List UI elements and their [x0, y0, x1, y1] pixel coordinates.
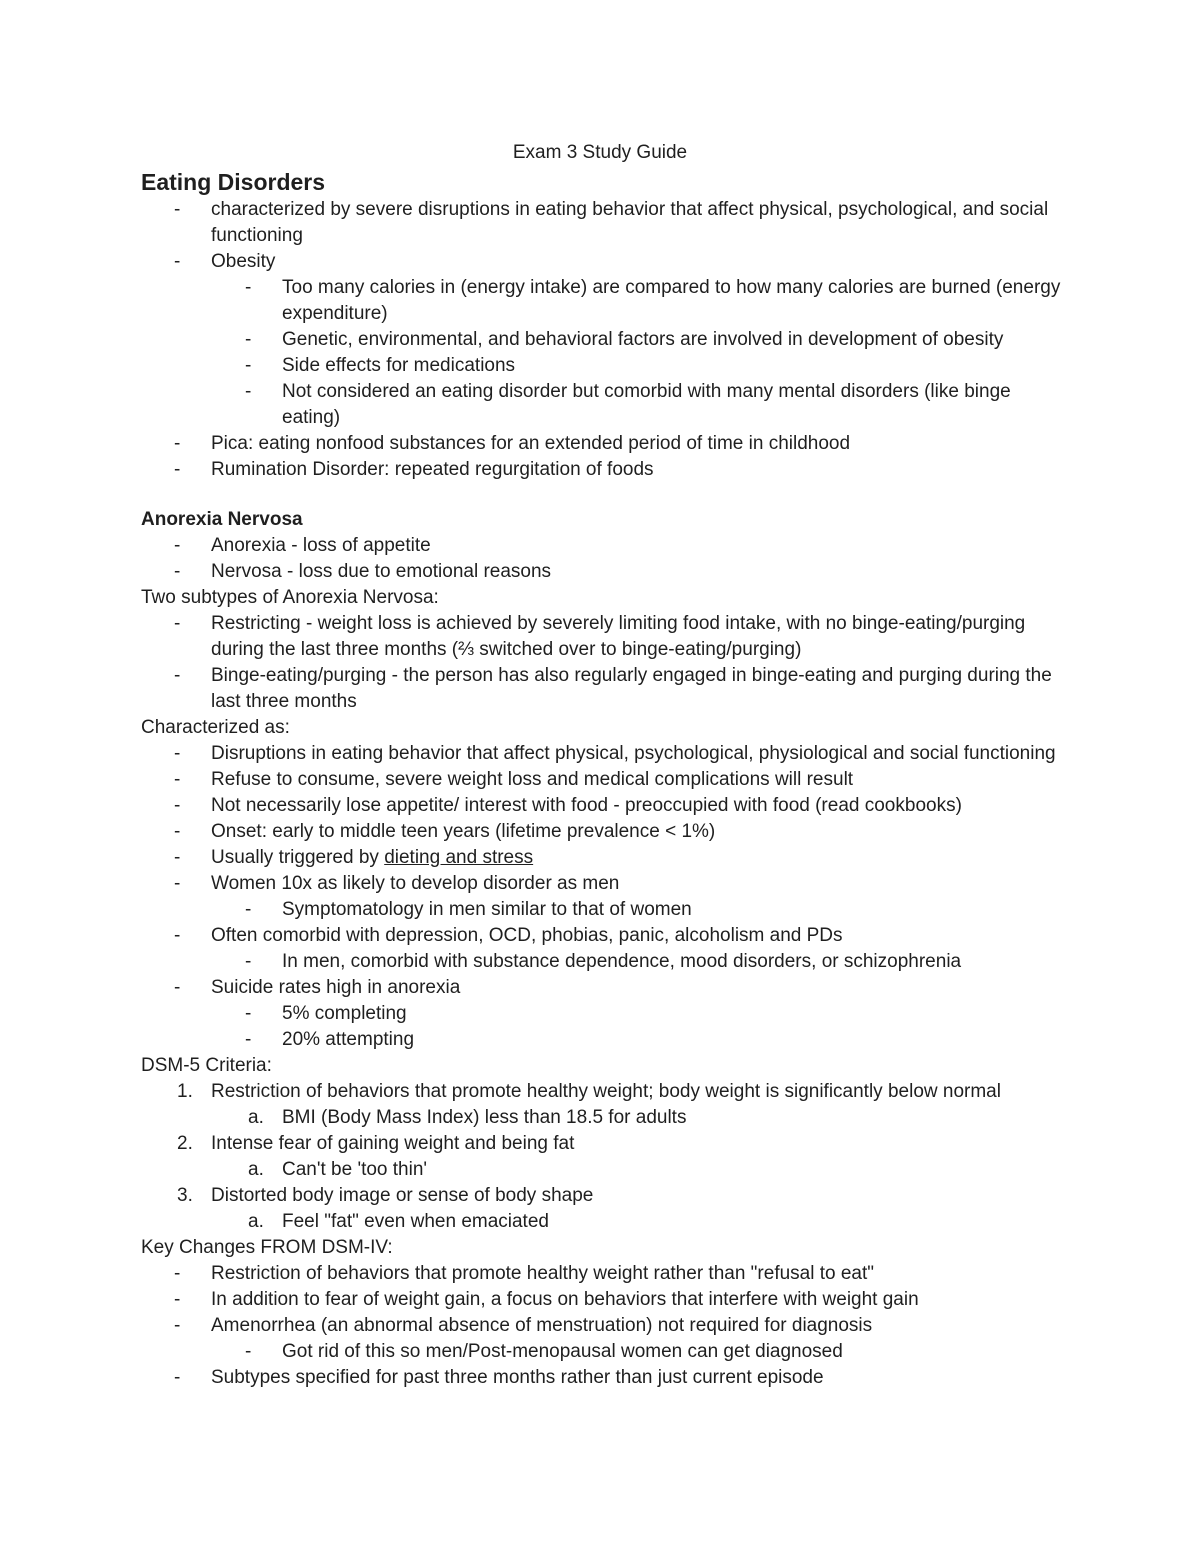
list-item — [141, 197, 1061, 249]
list-item-text: Pica: eating nonfood substances for an extended period of time in childhood — [211, 433, 851, 454]
number-marker: 2. — [177, 1133, 193, 1154]
list-item — [141, 845, 1061, 871]
dash-marker: - — [174, 459, 181, 480]
heading-eating-disorders: Eating Disorders — [141, 169, 326, 195]
list-item-text: BMI (Body Mass Index) less than 18.5 for adults — [282, 1107, 687, 1128]
list-item-text: Nervosa - loss due to emotional reasons — [211, 561, 552, 582]
underlined-text: dieting and stress — [384, 847, 534, 868]
sub-list-item — [141, 379, 1061, 431]
dash-marker: - — [174, 665, 181, 686]
dash-marker: - — [174, 795, 181, 816]
list-item-text: Not considered an eating disorder but comorbid with many mental disorders (like binge eating) — [282, 381, 1011, 428]
list-item-text: Restriction of behaviors that promote healthy weight; body weight is significantly below normal — [211, 1081, 1001, 1102]
dash-marker: - — [174, 977, 181, 998]
list-item — [141, 767, 1061, 793]
dash-marker: - — [174, 613, 181, 634]
list-item-text: Too many calories in (energy intake) are compared to how many calories are burned (energy expenditure) — [282, 277, 1061, 324]
sub-list-item — [141, 327, 1061, 353]
list-item-text: Often comorbid with depression, OCD, phobias, panic, alcoholism and PDs — [211, 925, 843, 946]
list-item-text: Onset: early to middle teen years (lifetime prevalence < 1%) — [211, 821, 716, 842]
dash-marker: - — [245, 381, 252, 402]
sub-list-item — [141, 353, 1061, 379]
dash-marker: - — [174, 251, 181, 272]
list-item — [141, 923, 1061, 949]
list-item-text: Amenorrhea (an abnormal absence of menstruation) not required for diagnosis — [211, 1315, 873, 1336]
list-item-text: Can't be 'too thin' — [282, 1159, 428, 1180]
sub-list-item — [141, 1001, 1061, 1027]
list-item-text: Suicide rates high in anorexia — [211, 977, 461, 998]
list-item — [141, 1365, 1061, 1391]
list-item — [141, 819, 1061, 845]
dash-marker: - — [174, 821, 181, 842]
list-item-text: Binge-eating/purging - the person has also regularly engaged in binge-eating and purging during the last three months — [211, 665, 1052, 712]
letter-marker: a. — [248, 1211, 264, 1232]
heading-anorexia-nervosa: Anorexia Nervosa — [141, 509, 303, 530]
dash-marker: - — [174, 847, 181, 868]
sub-list-item — [141, 949, 1061, 975]
list-item-text: Feel "fat" even when emaciated — [282, 1211, 549, 1232]
sub-list-item — [141, 1339, 1061, 1365]
dash-marker: - — [174, 1263, 181, 1284]
subtypes-label: Two subtypes of Anorexia Nervosa: — [141, 587, 439, 608]
characterized-label: Characterized as: — [141, 717, 290, 738]
list-item — [141, 611, 1061, 663]
list-item — [141, 1261, 1061, 1287]
dash-marker: - — [174, 561, 181, 582]
document-title: Exam 3 Study Guide — [512, 142, 688, 163]
list-item-text: Rumination Disorder: repeated regurgitation of foods — [211, 459, 654, 480]
lettered-item — [141, 1157, 1061, 1183]
dash-marker: - — [174, 1289, 181, 1310]
list-item-text: 20% attempting — [282, 1029, 415, 1050]
list-item-text: Got rid of this so men/Post-menopausal women can get diagnosed — [282, 1341, 843, 1362]
list-item-text: Symptomatology in men similar to that of women — [282, 899, 692, 920]
list-item-text: Obesity — [211, 251, 276, 272]
dash-marker: - — [174, 199, 181, 220]
list-item-text: Restriction of behaviors that promote healthy weight rather than "refusal to eat" — [211, 1263, 875, 1284]
numbered-item — [141, 1131, 1061, 1157]
list-item — [141, 249, 1061, 275]
list-item — [141, 741, 1061, 767]
dash-marker: - — [174, 1367, 181, 1388]
number-marker: 3. — [177, 1185, 193, 1206]
list-item-text: Women 10x as likely to develop disorder as men — [211, 873, 620, 894]
lettered-item — [141, 1209, 1061, 1235]
list-item — [141, 559, 1061, 585]
list-item-text: Side effects for medications — [282, 355, 516, 376]
list-item — [141, 533, 1061, 559]
numbered-item — [141, 1079, 1061, 1105]
sub-list-item — [141, 1027, 1061, 1053]
document-body — [141, 167, 1061, 1391]
dash-marker: - — [174, 925, 181, 946]
list-item — [141, 793, 1061, 819]
dash-marker: - — [245, 951, 252, 972]
number-marker: 1. — [177, 1081, 193, 1102]
dash-marker: - — [174, 873, 181, 894]
list-item-text: 5% completing — [282, 1003, 407, 1024]
dash-marker: - — [174, 433, 181, 454]
dash-marker: - — [245, 1003, 252, 1024]
list-item — [141, 457, 1061, 483]
list-item-text: Restricting - weight loss is achieved by severely limiting food intake, with no binge-eating/purging during the last three months (⅔ switched over to binge-eating/purging) — [211, 613, 1026, 660]
dash-marker: - — [245, 355, 252, 376]
list-item-text: In addition to fear of weight gain, a focus on behaviors that interfere with weight gain — [211, 1289, 919, 1310]
dash-marker: - — [245, 1341, 252, 1362]
list-item-text: Intense fear of gaining weight and being fat — [211, 1133, 575, 1154]
list-item-text: characterized by severe disruptions in eating behavior that affect physical, psychological, and social functioning — [211, 199, 1049, 246]
list-item — [141, 431, 1061, 457]
key-changes-label: Key Changes FROM DSM-IV: — [141, 1237, 393, 1258]
dash-marker: - — [174, 535, 181, 556]
dash-marker: - — [245, 899, 252, 920]
list-item-text: Refuse to consume, severe weight loss and medical complications will result — [211, 769, 854, 790]
list-item-text: Usually triggered by — [211, 847, 385, 868]
sub-list-item — [141, 275, 1061, 327]
dsm5-label: DSM-5 Criteria: — [141, 1055, 272, 1076]
dash-marker: - — [245, 1029, 252, 1050]
dash-marker: - — [245, 277, 252, 298]
list-item — [141, 1287, 1061, 1313]
dash-marker: - — [245, 329, 252, 350]
dash-marker: - — [174, 1315, 181, 1336]
sub-list-item — [141, 897, 1061, 923]
list-item-text: In men, comorbid with substance dependence, mood disorders, or schizophrenia — [282, 951, 962, 972]
spacer — [141, 483, 1061, 507]
list-item — [141, 975, 1061, 1001]
list-item — [141, 663, 1061, 715]
list-item-text: Genetic, environmental, and behavioral factors are involved in development of obesity — [282, 329, 1004, 350]
numbered-item — [141, 1183, 1061, 1209]
list-item-text: Distorted body image or sense of body shape — [211, 1185, 594, 1206]
dash-marker: - — [174, 743, 181, 764]
list-item-text: Disruptions in eating behavior that affect physical, psychological, physiological and social functioning — [211, 743, 1056, 764]
list-item — [141, 871, 1061, 897]
list-item-text: Anorexia - loss of appetite — [211, 535, 431, 556]
list-item-text: Subtypes specified for past three months rather than just current episode — [211, 1367, 824, 1388]
lettered-item — [141, 1105, 1061, 1131]
dash-marker: - — [174, 769, 181, 790]
list-item-text: Not necessarily lose appetite/ interest with food - preoccupied with food (read cookbooks) — [211, 795, 962, 816]
list-item — [141, 1313, 1061, 1339]
letter-marker: a. — [248, 1107, 264, 1128]
letter-marker: a. — [248, 1159, 264, 1180]
